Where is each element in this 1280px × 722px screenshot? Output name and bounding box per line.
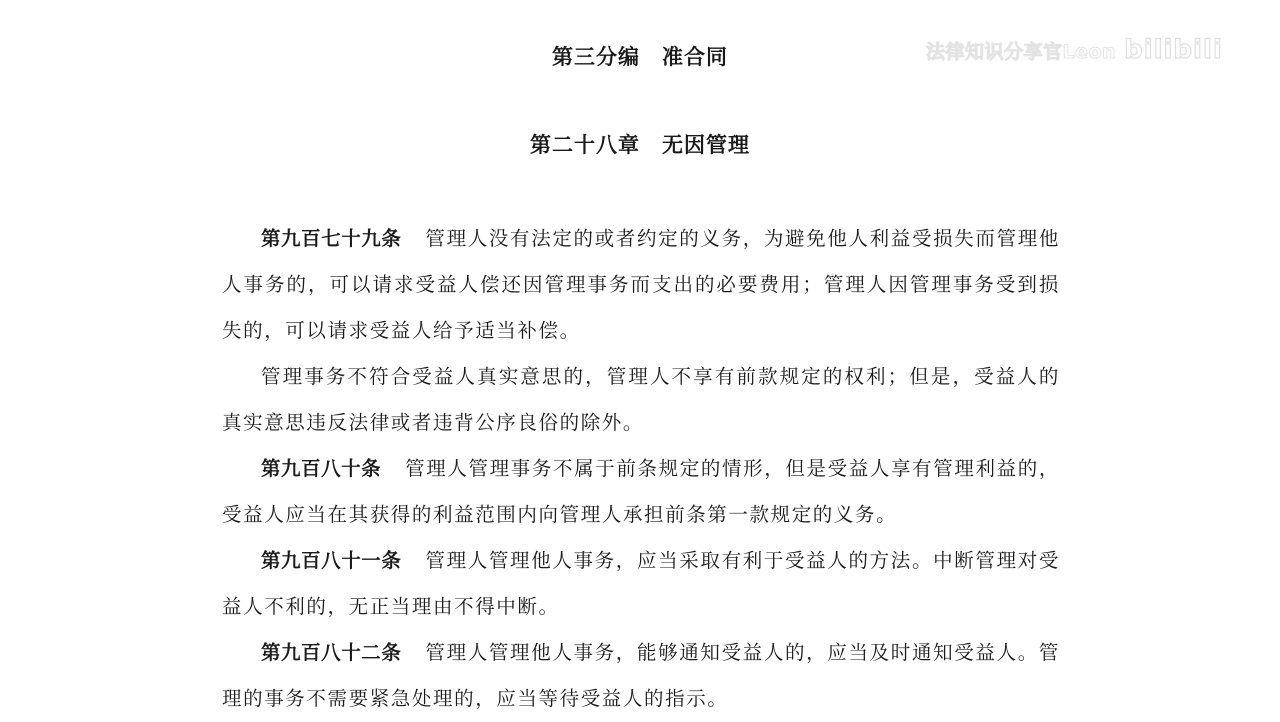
document-body: [222, 216, 1060, 722]
article-982-paragraph: [222, 630, 1060, 722]
article-text: 管理人管理他人事务，应当采取有利于受益人的方法。中断管理对受益人不利的，无正当理由不得中断。: [222, 549, 1060, 618]
article-980-paragraph: [222, 446, 1060, 538]
article-number: 第九百八十二条: [261, 641, 402, 664]
watermark-text: 法律知识分享官Leon: [926, 40, 1117, 63]
article-979-paragraph-1: [222, 216, 1060, 354]
chapter-title: 第二十八章 无因管理: [530, 133, 750, 157]
article-981-paragraph: [222, 538, 1060, 630]
watermark: [926, 30, 1256, 70]
article-text: 管理事务不符合受益人真实意思的，管理人不享有前款规定的权利；但是，受益人的真实意思违反法律或者违背公序良俗的除外。: [222, 365, 1060, 434]
article-text: 管理人管理事务不属于前条规定的情形，但是受益人享有管理利益的，受益人应当在其获得的利益范围内向管理人承担前条第一款规定的义务。: [222, 457, 1060, 526]
article-979-paragraph-2: [222, 354, 1060, 446]
part-title: 第三分编 准合同: [552, 45, 728, 69]
article-number: 第九百八十一条: [261, 549, 402, 572]
article-text: 管理人没有法定的或者约定的义务，为避免他人利益受损失而管理他人事务的，可以请求受益人偿还因管理事务而支出的必要费用；管理人因管理事务受到损失的，可以请求受益人给予适当补偿。: [222, 227, 1060, 342]
article-text: 管理人管理他人事务，能够通知受益人的，应当及时通知受益人。管理的事务不需要紧急处理的，应当等待受益人的指示。: [222, 641, 1060, 710]
article-number: 第九百八十条: [261, 457, 382, 480]
article-number: 第九百七十九条: [261, 227, 402, 250]
bilibili-logo-icon: bilibili: [1124, 35, 1223, 65]
